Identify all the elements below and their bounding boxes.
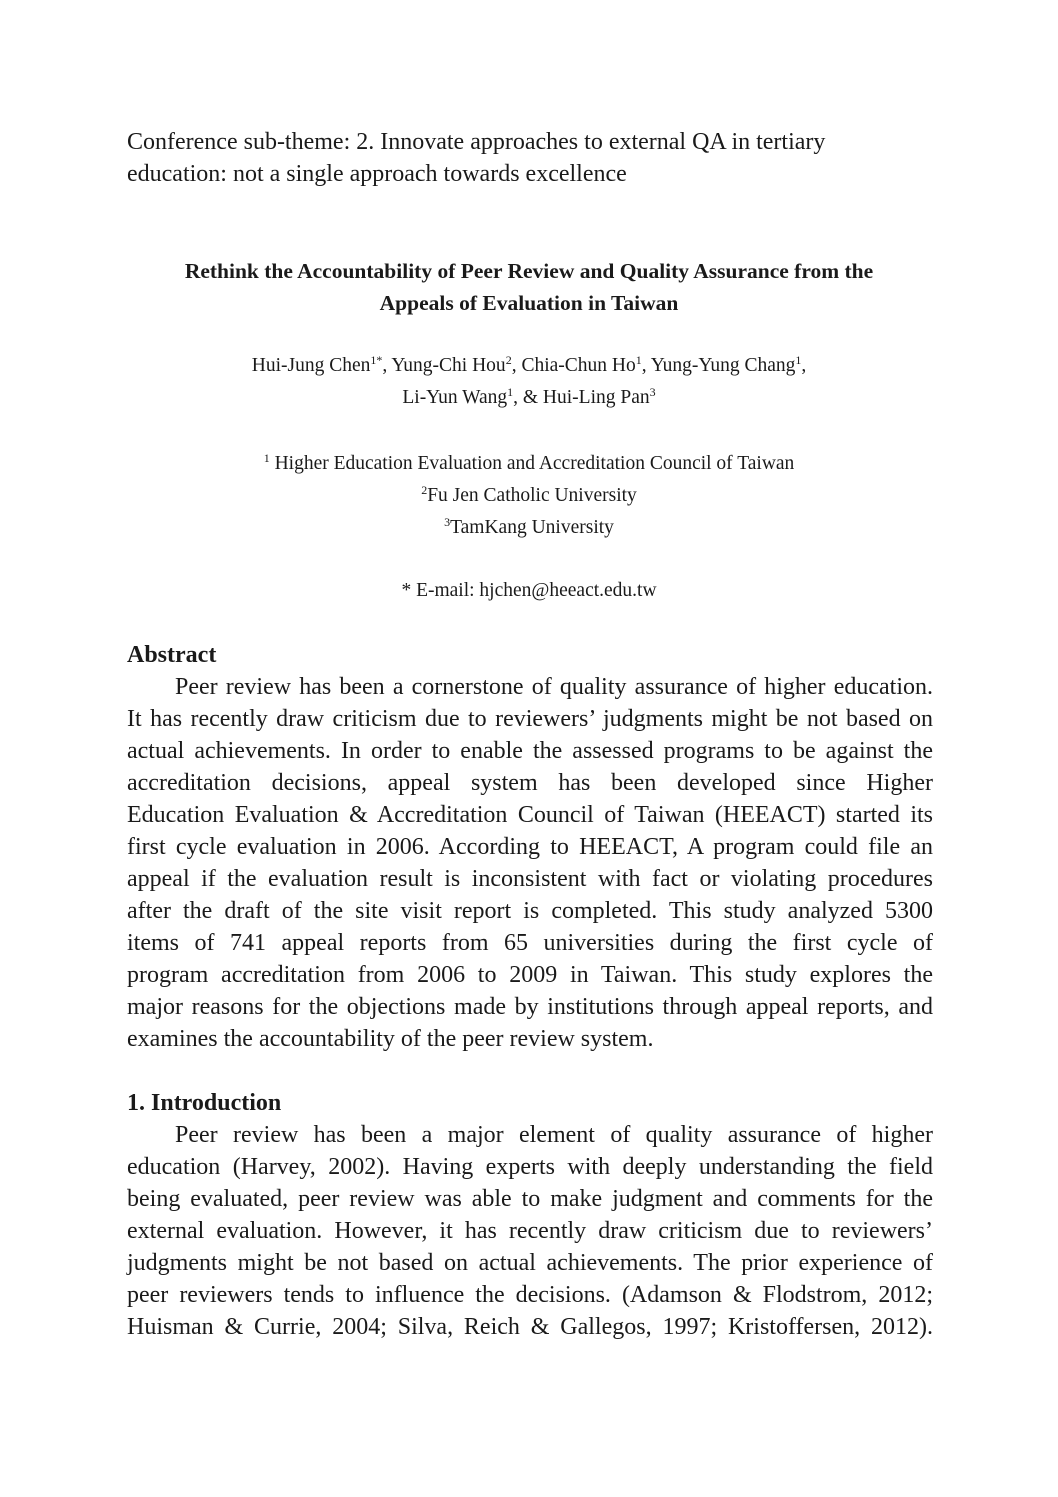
abstract-line: after the draft of the site visit report is completed. This study analyzed 5300 bbox=[127, 898, 933, 924]
affiliation-name: Fu Jen Catholic University bbox=[427, 485, 637, 506]
introduction-heading: 1. Introduction bbox=[127, 1090, 282, 1116]
introduction-line: being evaluated, peer review was able to make judgment and comments for the bbox=[127, 1186, 933, 1212]
author-affiliation-mark: 1* bbox=[370, 353, 383, 367]
author-name: Yung-Yung Chang bbox=[650, 355, 796, 376]
abstract-line: first cycle evaluation in 2006. According to HEEACT, A program could file an bbox=[127, 834, 933, 860]
subtheme-line: Conference sub-theme: 2. Innovate approaches to external QA in tertiary bbox=[127, 129, 826, 155]
abstract-body bbox=[127, 671, 933, 1055]
author-affiliation-mark: 2 bbox=[505, 353, 512, 367]
subtheme-line: education: not a single approach towards excellence bbox=[127, 161, 627, 187]
author-line: Li-Yun Wang$^1$, & Hui-Ling Pan$^3$ bbox=[402, 385, 656, 408]
author-list bbox=[110, 350, 948, 414]
title-line: Rethink the Accountability of Peer Review and Quality Assurance from the bbox=[184, 259, 874, 283]
abstract-line: It has recently draw criticism due to reviewers’ judgments might be not based on bbox=[127, 706, 933, 732]
introduction-line: Peer review has been a major element of quality assurance of higher bbox=[175, 1122, 933, 1148]
contact-email: * E-mail: hjchen@heeact.edu.tw bbox=[401, 580, 657, 601]
affiliation-name: Higher Education Evaluation and Accreditation Council of Taiwan bbox=[274, 453, 795, 474]
abstract-line: major reasons for the objections made by institutions through appeal reports, and bbox=[127, 994, 933, 1020]
abstract-line: examines the accountability of the peer review system. bbox=[127, 1026, 654, 1052]
abstract-line: accreditation decisions, appeal system has been developed since Higher bbox=[127, 770, 933, 796]
affiliation-name: TamKang University bbox=[450, 517, 614, 538]
abstract-line: appeal if the evaluation result is inconsistent with fact or violating procedures bbox=[127, 866, 933, 892]
author-name: Li-Yun Wang bbox=[402, 387, 508, 408]
author-name: Yung-Chi Hou bbox=[391, 355, 506, 376]
author-line: Hui-Jung Chen$^{1*}$, Yung-Chi Hou$^2$, Chia-Chun Ho$^1$, Yung-Yung Chang$^1$, bbox=[251, 353, 807, 376]
introduction-body bbox=[127, 1119, 933, 1343]
abstract-heading: Abstract bbox=[127, 642, 217, 668]
title-line: Appeals of Evaluation in Taiwan bbox=[379, 291, 679, 315]
abstract-line: actual achievements. In order to enable the assessed programs to be against the bbox=[127, 738, 933, 764]
abstract-line: Education Evaluation & Accreditation Council of Taiwan (HEEACT) started its bbox=[127, 802, 933, 828]
author-affiliation-mark: 1 bbox=[507, 385, 514, 399]
affiliation bbox=[110, 512, 948, 544]
introduction-line: external evaluation. However, it has recently draw criticism due to reviewers’ bbox=[127, 1218, 933, 1244]
author-affiliation-mark: 1 bbox=[795, 353, 802, 367]
affiliation bbox=[110, 448, 948, 480]
introduction-line: Huisman & Currie, 2004; Silva, Reich & Gallegos, 1997; Kristoffersen, 2012). bbox=[127, 1314, 933, 1340]
paper-title bbox=[110, 255, 948, 319]
introduction-line: judgments might be not based on actual achievements. The prior experience of bbox=[127, 1250, 933, 1276]
conference-subtheme bbox=[127, 126, 887, 190]
introduction-line: peer reviewers tends to influence the decisions. (Adamson & Flodstrom, 2012; bbox=[127, 1282, 933, 1308]
author-name: Hui-Jung Chen bbox=[251, 355, 371, 376]
affiliation bbox=[110, 480, 948, 512]
introduction-line: education (Harvey, 2002). Having experts with deeply understanding the field bbox=[127, 1154, 933, 1180]
author-name: Chia-Chun Ho bbox=[521, 355, 636, 376]
affiliation-mark: 1 bbox=[263, 451, 270, 465]
author-affiliation-mark: 3 bbox=[649, 385, 656, 399]
author-affiliation-mark: 1 bbox=[635, 353, 642, 367]
abstract-line: Peer review has been a cornerstone of quality assurance of higher education. bbox=[175, 674, 933, 700]
affiliation-list bbox=[110, 448, 948, 544]
affiliation-mark: 2 bbox=[421, 483, 428, 497]
affiliation-mark: 3 bbox=[444, 515, 451, 529]
author-name: Hui-Ling Pan bbox=[542, 387, 650, 408]
abstract-line: items of 741 appeal reports from 65 universities during the first cycle of bbox=[127, 930, 933, 956]
abstract-line: program accreditation from 2006 to 2009 in Taiwan. This study explores the bbox=[127, 962, 933, 988]
